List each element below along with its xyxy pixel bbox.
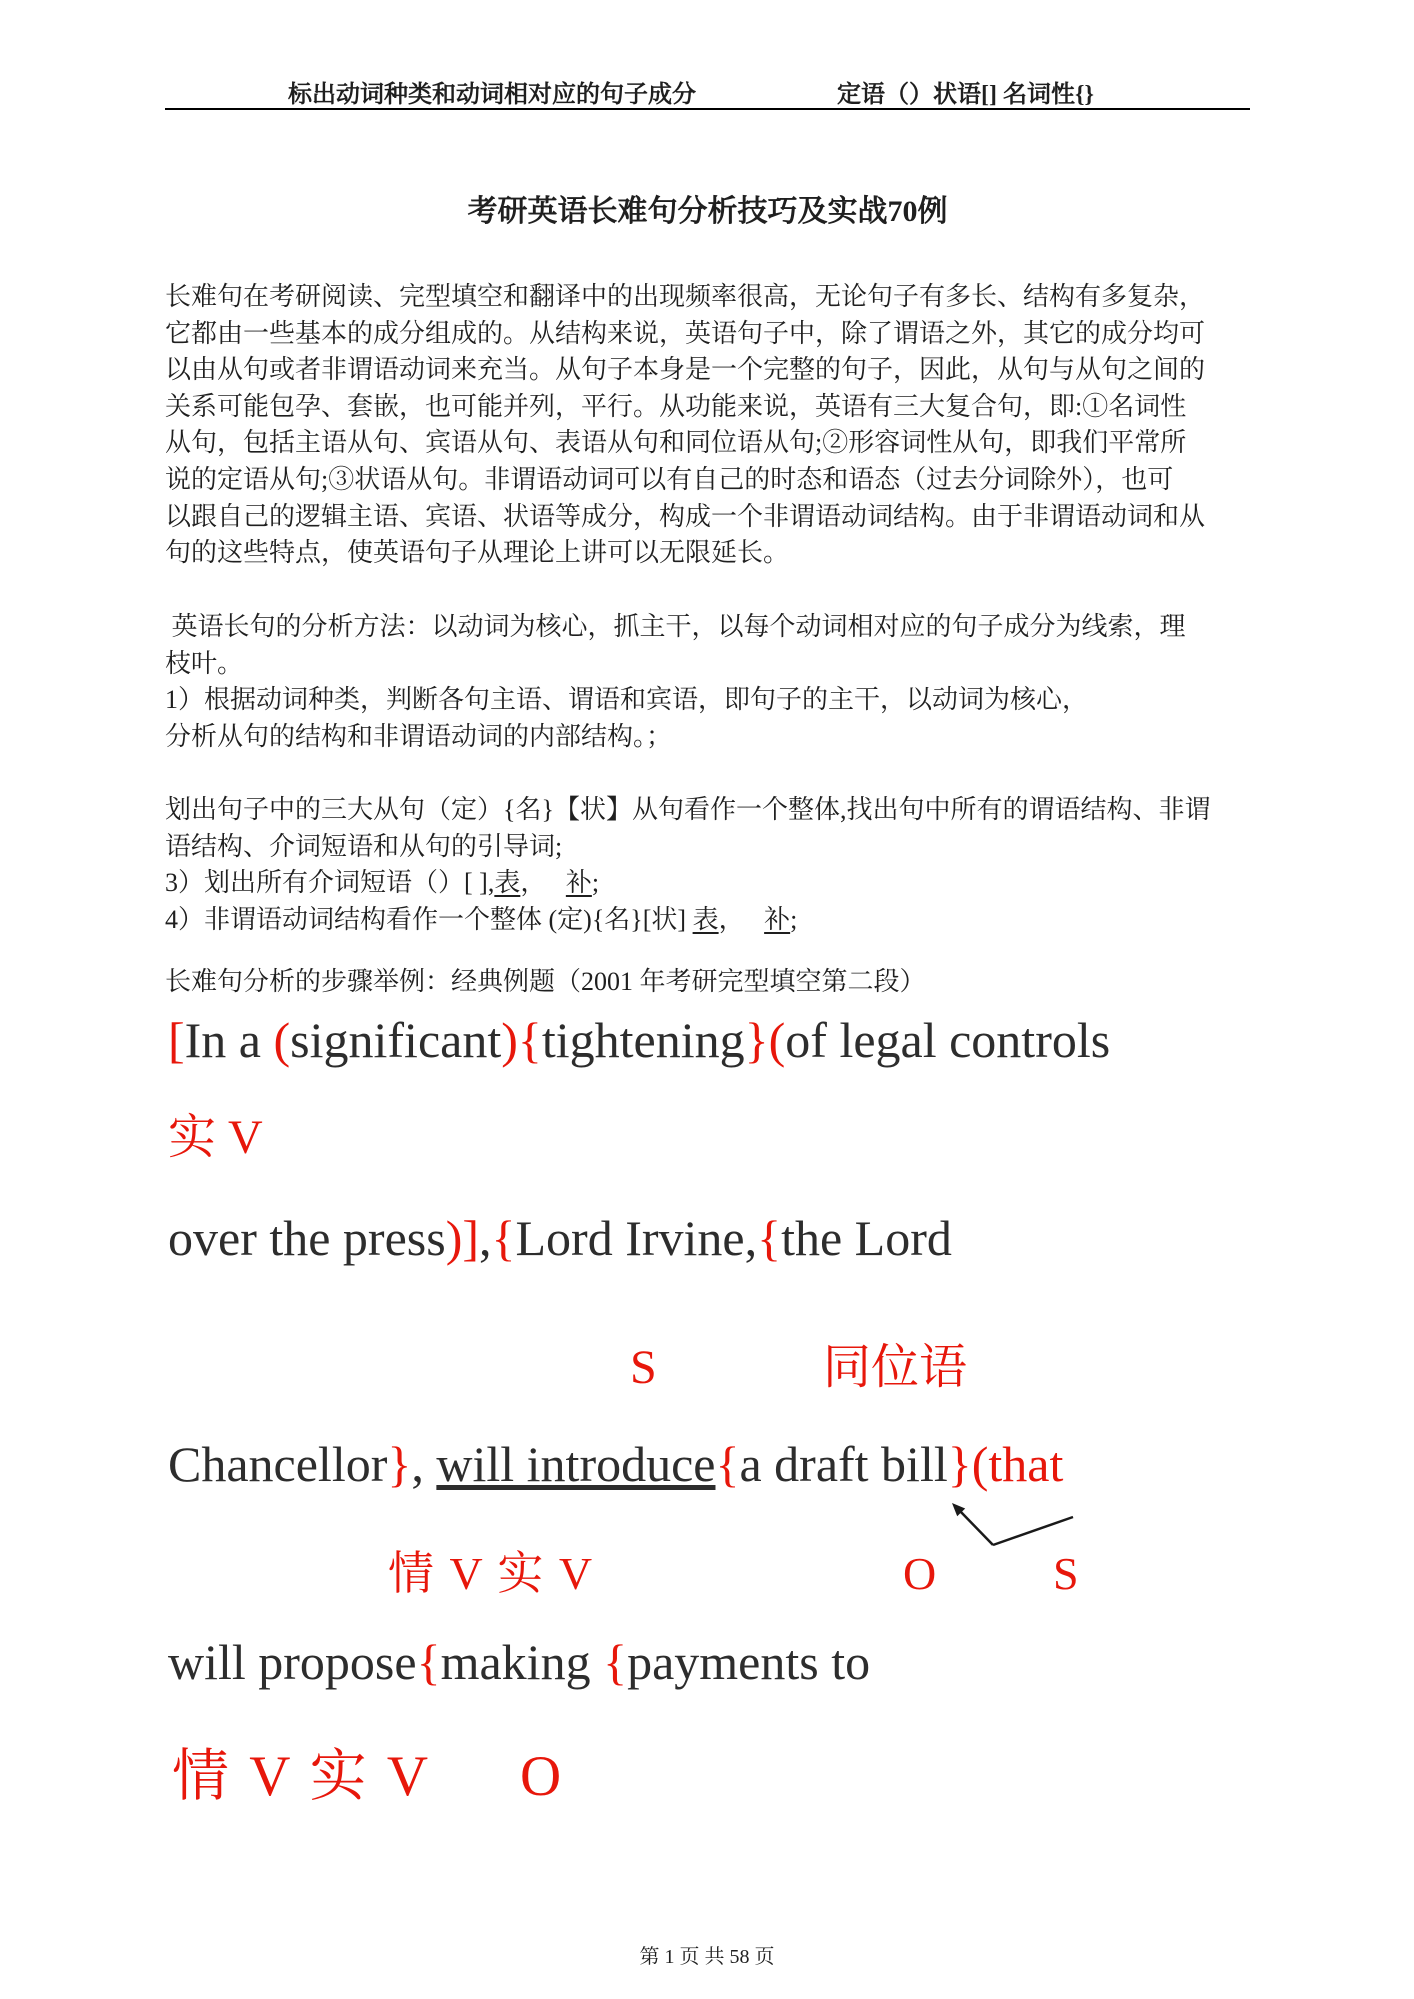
steps-line-3-comma: ，: [520, 868, 566, 898]
method-line-1: 英语长句的分析方法：以动词为核心，抓主干，以每个动词相对应的句子成分为线索，理: [165, 612, 1186, 641]
text-will-propose: will propose: [168, 1634, 417, 1690]
open-brace-5: {: [603, 1634, 628, 1690]
intro-line-7: 以跟自己的逻辑主语、宾语、状语等成分，构成一个非谓语动词结构。由于非谓语动词和从: [165, 501, 1206, 531]
annotation-apposition: 同位语: [823, 1341, 968, 1394]
annotation-s-2: S: [1053, 1548, 1079, 1599]
intro-line-3: 以由从句或者非谓语动词来充当。从句子本身是一个完整的句子，因此，从句与从句之间的: [165, 355, 1206, 385]
intro-paragraph: [165, 279, 1255, 572]
open-brace-3: {: [715, 1436, 740, 1492]
close-brace: }: [387, 1436, 412, 1492]
example-sentence-line-3: [168, 1436, 1063, 1494]
intro-line-4: 关系可能包孕、套嵌，也可能并列，平行。从功能来说，英语有三大复合句，即:①名词性: [165, 391, 1187, 421]
predicative-marker-2: 表: [692, 904, 719, 934]
open-bracket: [: [168, 1012, 185, 1068]
brace-paren: }(: [744, 1012, 786, 1068]
annotation-o-2: O: [520, 1745, 562, 1808]
open-brace: {: [491, 1210, 516, 1266]
text-payments-to: payments to: [627, 1634, 871, 1690]
method-line-4: 分析从句的结构和非谓语动词的内部结构。；: [165, 721, 673, 751]
text-the-lord: the Lord: [781, 1210, 952, 1266]
comma: ,: [479, 1210, 492, 1266]
annotation-row-subject-apposition: [0, 1340, 1414, 1400]
steps-line-3-end: ;: [591, 868, 600, 898]
annotation-row-verb-object-subject: [0, 1548, 1414, 1608]
annotation-qing-v-shi-v-2: 情 V 实 V: [172, 1745, 432, 1808]
text-of-legal-controls: of legal controls: [785, 1012, 1111, 1068]
text-a-draft-bill: a draft bill: [739, 1436, 948, 1492]
close-paren-bracket: )]: [445, 1210, 479, 1266]
steps-line-4: [165, 902, 1255, 939]
example-sentence-line-2: [168, 1210, 952, 1268]
open-paren-that: (that: [971, 1436, 1064, 1492]
method-line-3: 1）根据动词种类，判断各句主语、谓语和宾语，即句子的主干，以动词为核心，: [165, 685, 1089, 715]
text-lord-irvine: Lord Irvine,: [515, 1210, 758, 1266]
page-header: [165, 74, 1250, 108]
intro-line-2: 它都由一些基本的成分组成的。从结构来说，英语句子中，除了谓语之外，其它的成分均可: [165, 318, 1206, 348]
annotation-s: S: [630, 1341, 657, 1394]
text-will-introduce-underlined: will introduce: [436, 1436, 716, 1492]
comma-2: ,: [411, 1436, 437, 1492]
open-brace-4: {: [416, 1634, 441, 1690]
steps-line-4-end: ;: [790, 904, 798, 934]
page-number-footer: 第 1 页 共 58 页: [639, 1946, 775, 1968]
steps-line-3: [165, 865, 1255, 902]
intro-line-8: 句的这些特点，使英语句子从理论上讲可以无限延长。: [165, 538, 790, 568]
intro-line-5: 从句，包括主语从句、宾语从句、表语从句和同位语从句;②形容词性从句，即我们平常所: [165, 428, 1187, 458]
annotation-o: O: [903, 1548, 937, 1599]
complement-marker-2: 补: [764, 904, 791, 934]
text-tightening: tightening: [541, 1012, 745, 1068]
header-rule: [165, 108, 1250, 110]
example-sentence-line-1: [168, 1012, 1110, 1070]
complement-marker: 补: [565, 868, 592, 898]
text-making: making: [440, 1634, 604, 1690]
steps-line-1: 划出句子中的三大从句（定）{名}【状】从句看作一个整体,找出句中所有的谓语结构、非谓: [165, 795, 1211, 824]
header-left-text: 标出动词种类和动词相对应的句子成分: [288, 82, 696, 108]
steps-line-3-text: 3）划出所有介词短语（）[ ],: [165, 868, 495, 898]
page-title: 考研英语长难句分析技巧及实战70例: [467, 195, 948, 228]
header-right-text: 定语（）状语[] 名词性{}: [837, 82, 1094, 108]
text-chancellor: Chancellor: [168, 1436, 388, 1492]
text-significant: significant: [290, 1012, 502, 1068]
annotation-shi-v: 实 V: [168, 1111, 263, 1164]
intro-line-1: 长难句在考研阅读、完型填空和翻译中的出现频率很高，无论句子有多长、结构有多复杂，: [165, 282, 1206, 311]
steps-line-4-comma: ，: [718, 904, 765, 934]
method-line-2: 枝叶。: [165, 648, 244, 678]
text-over-the-press: over the press: [168, 1210, 446, 1266]
steps-line-2: 语结构、介词短语和从句的引导词;: [165, 831, 563, 861]
text-in-a: In a: [184, 1012, 274, 1068]
steps-paragraph: [165, 792, 1255, 938]
annotation-qing-v-shi-v: 情 V 实 V: [388, 1548, 595, 1599]
close-brace-2: }: [947, 1436, 972, 1492]
intro-line-6: 说的定语从句;③状语从句。非谓语动词可以有自己的时态和语态（过去分词除外），也可: [165, 464, 1174, 494]
annotation-row-verb-object-2: [0, 1744, 1414, 1816]
open-paren: (: [273, 1012, 291, 1068]
example-sentence-line-4: [168, 1634, 870, 1692]
predicative-marker: 表: [494, 868, 521, 898]
paren-brace: ){: [501, 1012, 542, 1068]
steps-line-4-text: 4）非谓语动词结构看作一个整体 (定){名}[状]: [165, 904, 693, 934]
open-brace-2: {: [757, 1210, 782, 1266]
example-caption: 长难句分析的步骤举例：经典例题（2001 年考研完型填空第二段）: [165, 967, 926, 996]
method-paragraph: [165, 609, 1255, 755]
